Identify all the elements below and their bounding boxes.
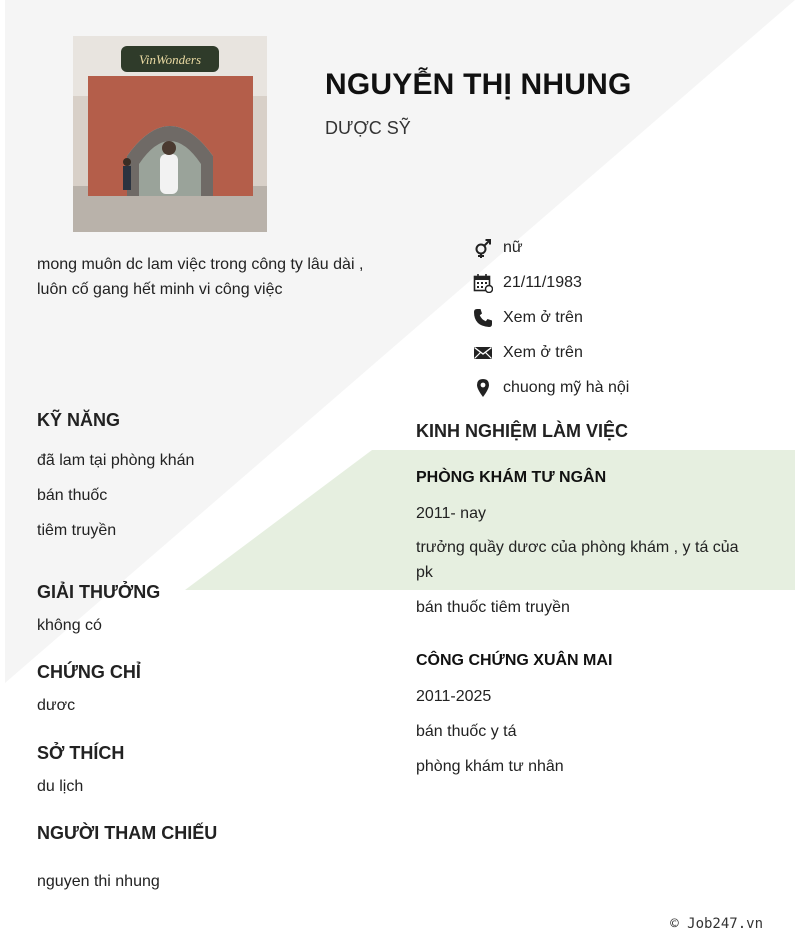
objective-line: mong muôn dc lam việc trong công ty lâu dài , [37,256,364,273]
skills-heading: KỸ NĂNG [37,410,121,430]
reference-item: nguyen thi nhung [37,873,160,890]
photo-sign-text: VinWonders [138,52,202,67]
job-description: trưởng quầy dươc của phòng khám , y tá của [416,539,739,556]
candidate-name: NGUYỄN THỊ NHUNG [325,68,632,101]
job-description: pk [416,564,433,581]
contact-phone [472,301,792,336]
experience-heading: KINH NGHIỆM LÀM VIỆC [416,421,629,441]
mail-icon [472,342,494,364]
job-period: 2011- nay [416,505,486,522]
job-period: 2011-2025 [416,688,492,705]
references-heading: NGƯỜI THAM CHIẾU [37,823,218,843]
contact-info [472,231,792,405]
calendar-icon [472,272,494,294]
contact-value: 21/11/1983 [503,274,582,292]
contact-gender [472,231,792,266]
skill-item: tiêm truyền [37,522,117,539]
skill-item: đã lam tại phòng khán [37,452,195,469]
hobby-item: du lịch [37,778,84,795]
location-pin-icon [472,377,494,399]
job-company: CÔNG CHỨNG XUÂN MAI [416,652,613,669]
contact-birthdate [472,266,792,301]
job-extra: phòng khám tư nhân [416,758,564,775]
objective-line: luôn cố gang hết minh vi công việc [37,281,283,298]
footer-credit[interactable]: © Job247.vn [670,916,763,932]
hobbies-heading: SỞ THÍCH [37,743,125,763]
job-company: PHÒNG KHÁM TƯ NGÂN [416,469,607,486]
profile-photo [73,36,267,232]
skill-item: bán thuốc [37,487,108,504]
job-description: bán thuốc y tá [416,723,517,740]
gender-icon [472,237,494,259]
contact-value: nữ [503,239,523,257]
contact-value: chuong mỹ hà nội [503,378,630,396]
certificate-item: dươc [37,697,76,714]
award-item: không có [37,617,102,634]
awards-heading: GIẢI THƯỞNG [37,582,161,602]
career-objective [37,252,407,302]
contact-value: Xem ở trên [503,308,583,326]
candidate-title: DƯỢC SỸ [325,118,411,138]
contact-value: Xem ở trên [503,343,583,361]
job-extra: bán thuốc tiêm truyền [416,599,570,616]
contact-email [472,335,792,370]
phone-icon [472,307,494,329]
certificates-heading: CHỨNG CHỈ [37,662,141,682]
contact-address [472,370,792,405]
